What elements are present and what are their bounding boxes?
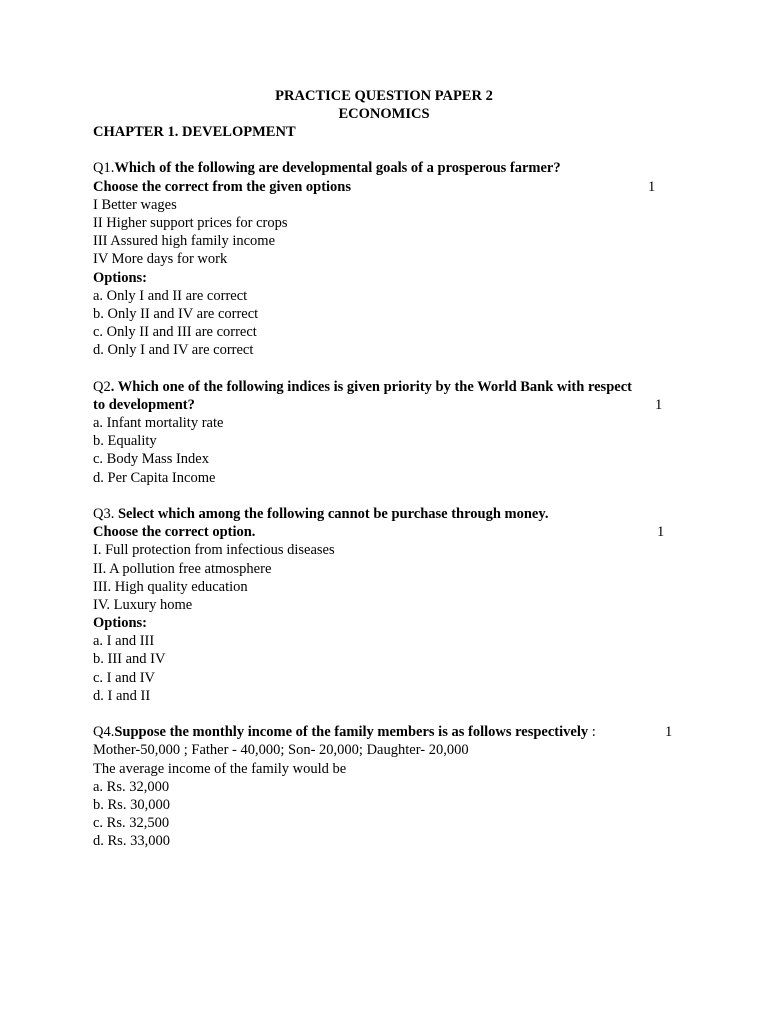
paper-content bbox=[93, 123, 673, 851]
question-3-instruction-text: Choose the correct option. bbox=[93, 524, 256, 541]
question-4-marks: 1 bbox=[665, 724, 673, 741]
question-2-marks: 1 bbox=[655, 396, 663, 413]
question-3-option: b. III and IV bbox=[93, 651, 166, 668]
question-1-marks: 1 bbox=[648, 178, 656, 195]
question-2-continuation bbox=[93, 396, 673, 414]
paper-title: PRACTICE QUESTION PAPER 2 bbox=[275, 88, 493, 104]
question-4-prompt: The average income of the family would be bbox=[93, 760, 347, 777]
question-1 bbox=[93, 159, 673, 177]
question-1-option: c. Only II and III are correct bbox=[93, 324, 257, 341]
question-3-options-label: Options: bbox=[93, 615, 147, 632]
question-3-option: c. I and IV bbox=[93, 669, 156, 686]
question-3-item: III. High quality education bbox=[93, 578, 248, 595]
paper-subject: ECONOMICS bbox=[338, 106, 430, 123]
question-2-number: Q2 bbox=[93, 378, 111, 395]
question-3-item: II. A pollution free atmosphere bbox=[93, 560, 272, 577]
question-3 bbox=[93, 505, 673, 523]
question-3-option: a. I and III bbox=[93, 633, 155, 650]
question-1-option: d. Only I and IV are correct bbox=[93, 342, 254, 359]
question-4-option: b. Rs. 30,000 bbox=[93, 796, 170, 813]
chapter-heading: CHAPTER 1. DEVELOPMENT bbox=[93, 124, 296, 140]
question-3-item: I. Full protection from infectious diseases bbox=[93, 542, 335, 559]
question-1-item: IV More days for work bbox=[93, 251, 228, 268]
question-2-text-line1: . Which one of the following indices is given priority by the World Bank with respect bbox=[110, 378, 632, 395]
question-1-option: a. Only I and II are correct bbox=[93, 287, 248, 304]
question-4-text: Suppose the monthly income of the family members is as follows respectively bbox=[114, 724, 589, 741]
question-1-instruction bbox=[93, 178, 673, 196]
question-4-option: c. Rs. 32,500 bbox=[93, 815, 170, 832]
question-3-option: d. I and II bbox=[93, 687, 151, 704]
question-2-text-line2: to development? bbox=[93, 396, 195, 413]
question-1-instruction-text: Choose the correct from the given options bbox=[93, 178, 352, 195]
question-4-colon: : bbox=[588, 724, 596, 741]
question-2-option: c. Body Mass Index bbox=[93, 451, 209, 468]
question-1-item: II Higher support prices for crops bbox=[93, 214, 288, 231]
question-2-option: b. Equality bbox=[93, 433, 157, 450]
paper-header bbox=[0, 87, 768, 123]
question-2-option: a. Infant mortality rate bbox=[93, 415, 224, 431]
question-1-number: Q1. bbox=[93, 160, 115, 177]
question-4-incomes: Mother-50,000 ; Father - 40,000; Son- 20,000; Daughter- 20,000 bbox=[93, 742, 469, 759]
question-3-marks: 1 bbox=[657, 524, 665, 541]
question-1-text: Which of the following are developmental goals of a prosperous farmer? bbox=[114, 160, 561, 177]
question-4-option: d. Rs. 33,000 bbox=[93, 833, 170, 850]
question-2-option: d. Per Capita Income bbox=[93, 469, 216, 486]
question-1-option: b. Only II and IV are correct bbox=[93, 305, 259, 322]
question-3-text: Select which among the following cannot be purchase through money. bbox=[114, 505, 549, 522]
question-1-item: I Better wages bbox=[93, 196, 177, 213]
question-2 bbox=[93, 378, 673, 396]
question-4 bbox=[93, 723, 673, 741]
question-4-number: Q4. bbox=[93, 724, 115, 741]
question-3-instruction bbox=[93, 523, 673, 541]
question-3-number: Q3. bbox=[93, 505, 115, 522]
question-3-item: IV. Luxury home bbox=[93, 596, 193, 613]
question-1-item: III Assured high family income bbox=[93, 233, 276, 250]
question-4-option: a. Rs. 32,000 bbox=[93, 778, 170, 795]
question-1-options-label: Options: bbox=[93, 269, 147, 286]
